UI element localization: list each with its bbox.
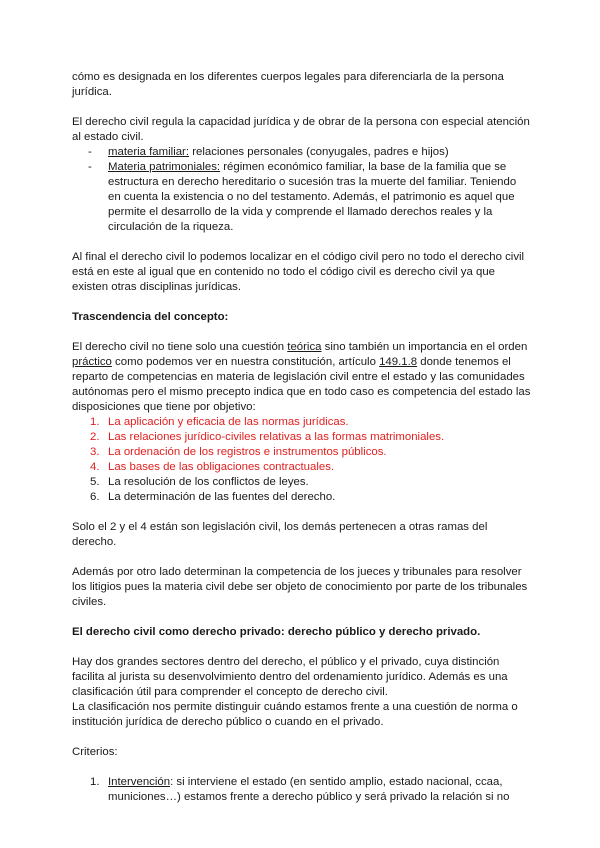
materia-term: Materia patrimoniales: (108, 161, 221, 173)
jueces-paragraph: Además por otro lado determinan la competencia de los jueces y tribunales para resolver los litigios pues la materia civil debe ser objeto de conocimiento por parte de los tribunales civiles. (72, 566, 528, 608)
item-number: 4. (90, 461, 100, 473)
criterio-term: Intervención (108, 776, 171, 788)
document-page (72, 70, 532, 805)
item-text: Las relaciones jurídico-civiles relativas a las formas matrimoniales. (108, 431, 445, 443)
list-item (72, 160, 532, 235)
capacidad-paragraph: El derecho civil regula la capacidad jurídica y de obrar de la persona con especial atención al estado civil. (72, 116, 530, 143)
competencias-list (72, 415, 532, 520)
list-item (72, 415, 532, 430)
list-item (72, 460, 532, 475)
list-item (72, 445, 532, 460)
list-item (72, 430, 532, 445)
materias-list (72, 145, 532, 250)
materia-text: relaciones personales (conyugales, padres e hijos) (189, 146, 449, 158)
item-number: 1. (90, 776, 100, 788)
codigo-paragraph: Al final el derecho civil lo podemos localizar en el código civil pero no todo el derecho civil está en este al igual que en contenido no todo el código civil es derecho civil ya que existen otras disciplinas jurídicas. (72, 251, 525, 293)
underlined-term: práctico (72, 356, 112, 368)
sectores-paragraph: Hay dos grandes sectores dentro del derecho, el público y el privado, cuya distinción facilita al jurista su desenvolvimiento dentro del ordenamiento jurídico. Además es una clasificación útil para comprender el concepto de derecho civil. (72, 656, 508, 698)
list-item (72, 490, 532, 505)
materia-term: materia familiar: (108, 146, 190, 158)
item-text: La determinación de las fuentes del derecho. (108, 491, 336, 503)
solo-paragraph: Solo el 2 y el 4 están son legislación civil, los demás pertenecen a otras ramas del derecho. (72, 521, 488, 548)
text-run: sino también un importancia en el orden (321, 341, 528, 353)
item-number: 1. (90, 416, 100, 428)
criterios-label: Criterios: (72, 746, 118, 758)
text-run: donde tenemos el reparto de competencias en materia de legislación civil entre el estado y las comunidades autónomas pero el mismo precepto indica que en todo caso es competencia del estado las disposiciones que tiene por objetivo: (72, 356, 531, 413)
item-text: La resolución de los conflictos de leyes. (108, 476, 309, 488)
underlined-term: teórica (287, 341, 322, 353)
section-heading-trascendencia: Trascendencia del concepto: (72, 311, 229, 323)
materia-text: régimen económico familiar, la base de la familia que se estructura en derecho hereditario o sucesión tras la muerte del familiar. Teniendo en cuenta la existencia o no del testamento. Además, el patrimonio es aquel que permite el desarrollo de la vida y comprende el llamado derechos reales y la circulación de la riqueza. (108, 161, 517, 233)
item-text: : si interviene el estado (en sentido amplio, estado nacional, ccaa, municiones…) estamos frente a derecho público y será privado la relación si no (108, 776, 510, 803)
list-item (72, 145, 532, 160)
list-item (72, 775, 532, 805)
criterios-list (72, 775, 532, 805)
item-number: 3. (90, 446, 100, 458)
intro-paragraph: cómo es designada en los diferentes cuerpos legales para diferenciarla de la persona jurídica. (72, 71, 504, 98)
list-item (72, 475, 532, 490)
item-number: 2. (90, 431, 100, 443)
text-run: como podemos ver en nuestra constitución, artículo (111, 356, 380, 368)
underlined-term: 149.1.8 (379, 356, 418, 368)
item-text: La ordenación de los registros e instrumentos públicos. (108, 446, 387, 458)
section-heading-privado: El derecho civil como derecho privado: derecho público y derecho privado. (72, 626, 481, 638)
text-run: El derecho civil no tiene solo una cuestión (72, 341, 288, 353)
item-number: 5. (90, 476, 100, 488)
item-text: La aplicación y eficacia de las normas jurídicas. (108, 416, 349, 428)
clasificacion-paragraph: La clasificación nos permite distinguir cuándo estamos frente a una cuestión de norma o institución jurídica de derecho público o cuando en el privado. (72, 701, 518, 728)
item-text: Las bases de las obligaciones contractuales. (108, 461, 335, 473)
item-number: 6. (90, 491, 100, 503)
trascendencia-paragraph (72, 340, 532, 415)
